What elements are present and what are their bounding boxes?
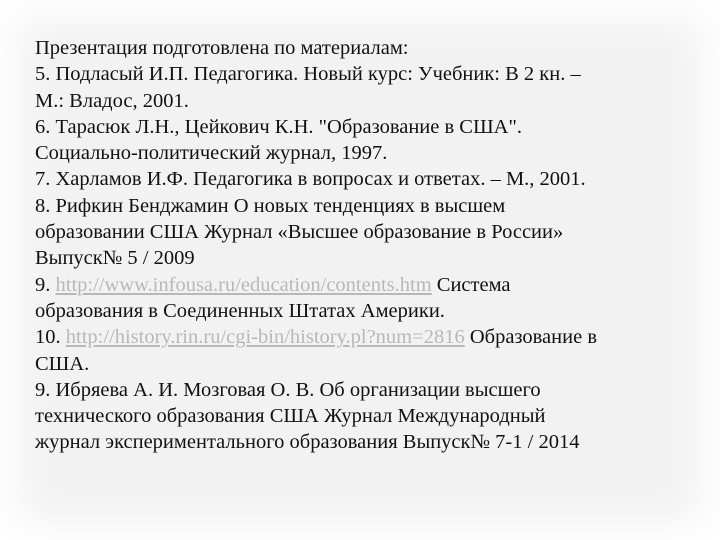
reference-9-link[interactable]: http://www.infousa.ru/education/contents.htm [55,273,432,296]
intro-line: Презентация подготовлена по материалам: [35,37,409,59]
reference-5-line-2: М.: Владос, 2001. [35,89,189,112]
reference-6-line-2: Социально-политический журнал, 1997. [35,142,388,165]
reference-10-title-start: Образование в [464,326,597,349]
reference-10-line-1 [35,324,705,350]
references-text [35,35,705,456]
reference-9-line-1 [35,272,705,298]
reference-9-title-start: Система [431,273,511,296]
reference-10-link[interactable]: http://history.rin.ru/cgi-bin/history.pl?num=2816 [65,326,465,349]
reference-7-line-1: 7. Харламов И.Ф. Педагогика в вопросах и ответах. – М., 2001. [35,168,586,191]
reference-9-number: 9. [35,273,56,296]
reference-6-line-1: 6. Тарасюк Л.Н., Цейкович К.Н. "Образование в США". [35,115,522,138]
reference-8-line-2: образовании США Журнал «Высшее образование в России» [35,221,564,244]
reference-8-line-1: 8. Рифкин Бенджамин О новых тенденциях в высшем [35,194,506,217]
reference-9b-line-1: 9. Ибряева А. И. Мозговая О. В. Об организации высшего [35,378,541,401]
reference-10-number: 10. [35,326,66,349]
reference-5-line-1: 5. Подласый И.П. Педагогика. Новый курс: Учебник: В 2 кн. – [35,63,581,86]
reference-8-line-3: Выпуск№ 5 / 2009 [35,247,195,270]
reference-10-line-2: США. [35,352,90,375]
reference-9b-line-3: журнал экспериментального образования Выпуск№ 7-1 / 2014 [35,431,580,454]
reference-9b-line-2: технического образования США Журнал Международный [35,405,546,428]
reference-9-line-2: образования в Соединенных Штатах Америки. [35,299,445,322]
